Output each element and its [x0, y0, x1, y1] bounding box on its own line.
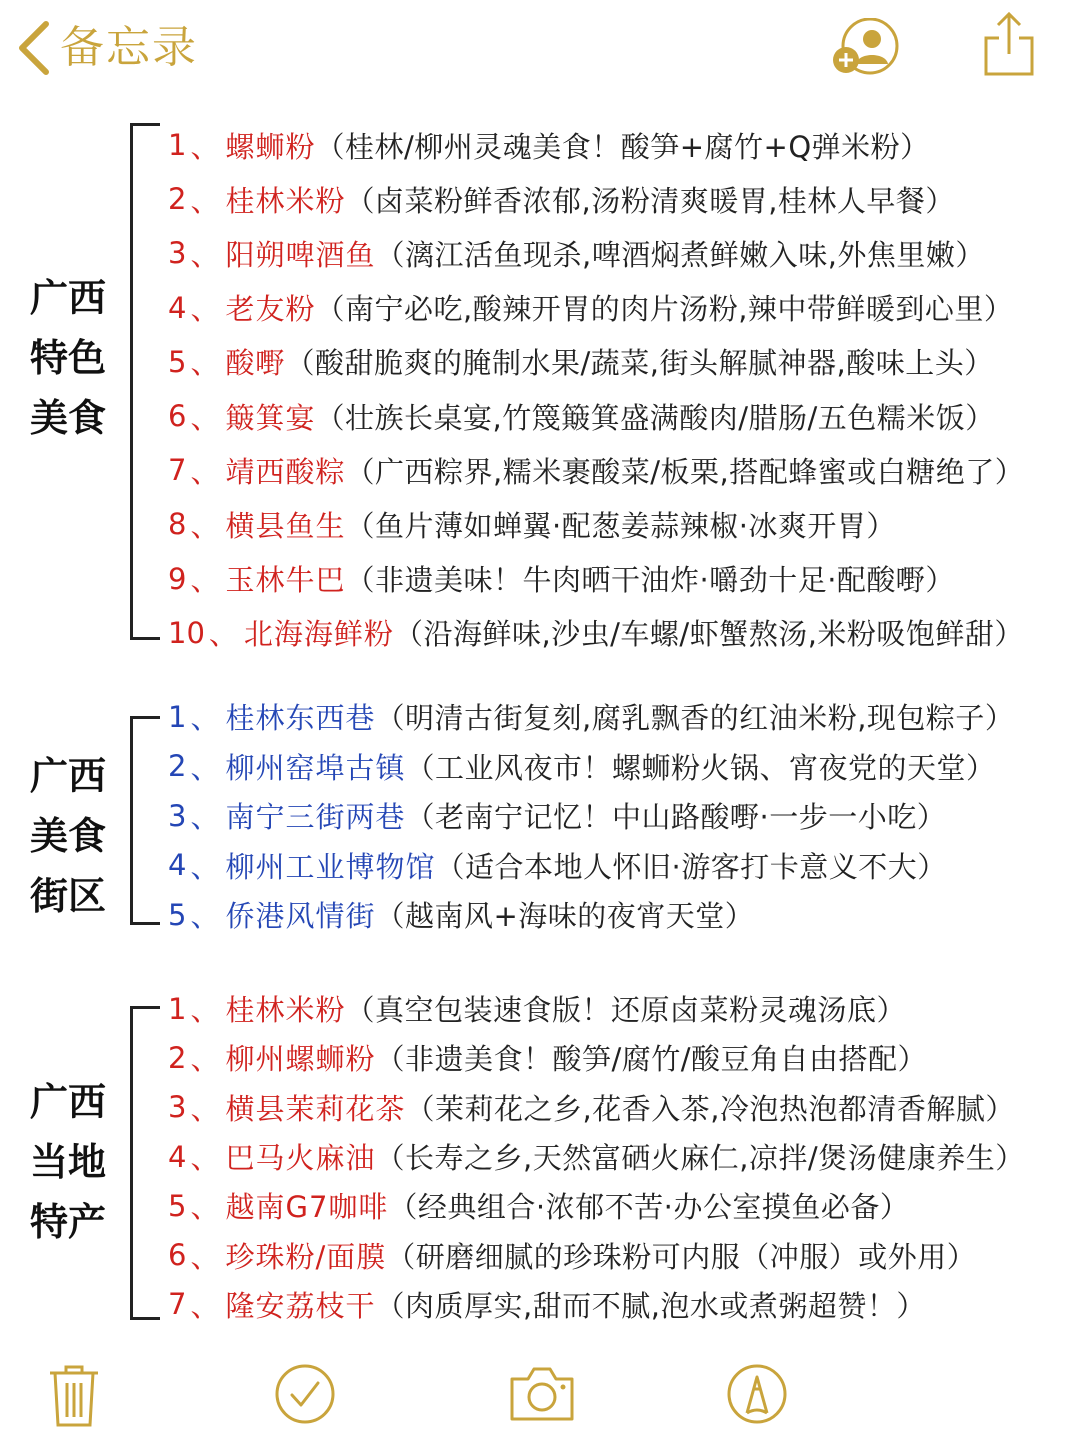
item-description: （广西粽界,糯米裹酸菜/板栗,搭配蜂蜜或白糖绝了） [345, 454, 1025, 489]
item-number: 3 [168, 236, 187, 271]
item-name: 螺蛳粉 [225, 129, 316, 164]
item-list [168, 984, 1073, 1329]
item-separator: 、 [190, 237, 220, 272]
item-separator: 、 [190, 400, 220, 435]
item-name: 桂林米粉 [225, 993, 346, 1028]
item-name: 横县茉莉花茶 [225, 1091, 406, 1126]
item-description: （茉莉花之乡,花香入茶,冷泡热泡都清香解腻） [405, 1091, 1015, 1126]
item-list [168, 118, 1073, 660]
item-name: 柳州窑埠古镇 [225, 750, 406, 785]
item-separator: 、 [190, 183, 220, 218]
bracket-divider [130, 716, 160, 925]
item-number: 2 [168, 1040, 187, 1075]
category-label [20, 1072, 116, 1252]
item-name: 老友粉 [225, 292, 316, 327]
item-number: 3 [168, 1090, 187, 1125]
item-description: （鱼片薄如蝉翼·配葱姜蒜辣椒·冰爽开胃） [345, 508, 896, 543]
item-separator: 、 [190, 129, 220, 164]
bracket-divider [130, 1006, 160, 1320]
category-line: 当地 [29, 1140, 106, 1184]
item-description: （真空包装速食版！还原卤菜粉灵魂汤底） [345, 993, 906, 1028]
item-separator: 、 [190, 701, 220, 736]
item-separator: 、 [190, 563, 220, 598]
item-description: （明清古街复刻,腐乳飘香的红油米粉,现包粽子） [375, 701, 1015, 736]
add-person-icon [830, 18, 904, 78]
item-number: 2 [168, 182, 187, 217]
item-description: （南宁必吃,酸辣开胃的肉片汤粉,辣中带鲜暖到心里） [315, 292, 1014, 327]
item-name: 桂林东西巷 [225, 701, 376, 736]
list-item [168, 1181, 1073, 1230]
item-number: 4 [168, 1139, 187, 1174]
category-line: 广西 [29, 754, 106, 798]
camera-icon [508, 1363, 576, 1425]
list-item [168, 606, 1073, 660]
category-line: 美食 [29, 814, 106, 858]
item-number: 3 [168, 798, 187, 833]
list-item [168, 692, 1073, 742]
item-number: 4 [168, 290, 187, 325]
category-line: 美食 [29, 396, 106, 440]
chevron-left-icon [16, 20, 50, 76]
item-name: 阳朔啤酒鱼 [225, 237, 376, 272]
item-description: （非遗美味！牛肉晒干油炸·嚼劲十足·配酸嘢） [345, 563, 955, 598]
category-label [20, 746, 116, 926]
item-description: （酸甜脆爽的腌制水果/蔬菜,街头解腻神器,酸味上头） [285, 346, 994, 381]
list-item [168, 1132, 1073, 1181]
list-item [168, 841, 1073, 891]
item-name: 桂林米粉 [225, 183, 346, 218]
item-name: 簸箕宴 [225, 400, 316, 435]
item-name: 南宁三街两巷 [225, 800, 406, 835]
item-number: 7 [168, 453, 187, 488]
list-item [168, 1033, 1073, 1082]
item-description: （沿海鲜味,沙虫/车螺/虾蟹熬汤,米粉吸饱鲜甜） [393, 617, 1024, 652]
item-number: 8 [168, 507, 187, 542]
item-number: 6 [168, 399, 187, 434]
item-description: （适合本地人怀旧·游客打卡意义不大） [435, 849, 947, 884]
list-item [168, 791, 1073, 841]
list-item [168, 497, 1073, 551]
back-button[interactable] [16, 18, 198, 78]
item-separator: 、 [190, 454, 220, 489]
item-number: 10 [168, 615, 205, 650]
item-name: 巴马火麻油 [225, 1141, 376, 1176]
bottom-toolbar [0, 1355, 1080, 1440]
item-name: 横县鱼生 [225, 508, 346, 543]
item-number: 5 [168, 897, 187, 932]
item-separator: 、 [190, 1190, 220, 1225]
item-description: （长寿之乡,天然富硒火麻仁,凉拌/煲汤健康养生） [375, 1141, 1025, 1176]
category-label [20, 268, 116, 448]
checklist-button[interactable] [274, 1363, 336, 1425]
item-name: 柳州工业博物馆 [225, 849, 436, 884]
item-separator: 、 [190, 346, 220, 381]
item-separator: 、 [190, 508, 220, 543]
category-line: 广西 [29, 276, 106, 320]
item-number: 9 [168, 561, 187, 596]
item-separator: 、 [190, 899, 220, 934]
list-item [168, 890, 1073, 940]
list-item [168, 335, 1073, 389]
list-item [168, 443, 1073, 497]
item-description: （卤菜粉鲜香浓郁,汤粉清爽暖胃,桂林人早餐） [345, 183, 955, 218]
share-upload-icon [982, 10, 1036, 78]
list-item [168, 281, 1073, 335]
item-description: （研磨细腻的珍珠粉可内服（冲服）或外用） [386, 1239, 977, 1274]
item-number: 2 [168, 749, 187, 784]
trash-icon [48, 1363, 100, 1429]
category-line: 特产 [29, 1200, 106, 1244]
item-number: 5 [168, 1188, 187, 1223]
category-line: 特色 [29, 336, 106, 380]
item-description: （桂林/柳州灵魂美食！酸笋+腐竹+Q弹米粉） [315, 129, 930, 164]
item-description: （老南宁记忆！中山路酸嘢·一步一小吃） [405, 800, 947, 835]
item-number: 4 [168, 848, 187, 883]
item-list [168, 692, 1073, 940]
item-separator: 、 [190, 849, 220, 884]
list-item [168, 742, 1073, 792]
item-name: 靖西酸粽 [225, 454, 346, 489]
list-item [168, 984, 1073, 1033]
category-line: 街区 [29, 874, 106, 918]
item-number: 1 [168, 991, 187, 1026]
list-item [168, 552, 1073, 606]
item-separator: 、 [190, 1141, 220, 1176]
item-separator: 、 [190, 800, 220, 835]
camera-button[interactable] [508, 1363, 576, 1425]
item-description: （经典组合·浓郁不苦·办公室摸鱼必备） [388, 1190, 910, 1225]
list-item [168, 389, 1073, 443]
category-line: 广西 [29, 1080, 106, 1124]
back-label: 备忘录 [60, 22, 198, 73]
item-number: 5 [168, 344, 187, 379]
item-name: 玉林牛巴 [225, 563, 346, 598]
checklist-icon [274, 1363, 336, 1425]
list-item [168, 118, 1073, 172]
item-name: 隆安荔枝干 [225, 1288, 376, 1323]
item-name: 酸嘢 [225, 346, 286, 381]
item-name: 珍珠粉/面膜 [225, 1239, 387, 1274]
item-number: 1 [168, 699, 187, 734]
item-description: （肉质厚实,甜而不腻,泡水或煮粥超赞！） [375, 1288, 926, 1323]
delete-button[interactable] [48, 1363, 100, 1429]
item-separator: 、 [190, 993, 220, 1028]
markup-pen-icon [726, 1363, 788, 1425]
item-separator: 、 [190, 292, 220, 327]
item-name: 柳州螺蛳粉 [225, 1042, 376, 1077]
markup-button[interactable] [726, 1363, 788, 1425]
item-separator: 、 [190, 1288, 220, 1323]
list-item [168, 1280, 1073, 1329]
item-separator: 、 [190, 1091, 220, 1126]
item-description: （工业风夜市！螺蛳粉火锅、宵夜党的天堂） [405, 750, 996, 785]
navigation-bar [0, 0, 1080, 95]
list-item [168, 1230, 1073, 1279]
item-description: （非遗美食！酸笋/腐竹/酸豆角自由搭配） [375, 1042, 928, 1077]
item-description: （越南风+海味的夜宵天堂） [375, 899, 755, 934]
list-item [168, 1083, 1073, 1132]
item-name: 侨港风情街 [225, 899, 376, 934]
item-name: 北海海鲜粉 [243, 617, 394, 652]
item-separator: 、 [190, 1042, 220, 1077]
list-item [168, 226, 1073, 280]
item-separator: 、 [190, 750, 220, 785]
item-description: （漓江活鱼现杀,啤酒焖煮鲜嫩入味,外焦里嫩） [375, 237, 985, 272]
item-number: 1 [168, 128, 187, 163]
add-person-button[interactable] [830, 18, 904, 78]
item-name: 越南G7咖啡 [225, 1190, 389, 1225]
list-item [168, 172, 1073, 226]
item-separator: 、 [208, 617, 238, 652]
item-separator: 、 [190, 1239, 220, 1274]
item-number: 6 [168, 1238, 187, 1273]
bracket-divider [130, 123, 160, 640]
item-number: 7 [168, 1287, 187, 1322]
item-description: （壮族长桌宴,竹篾簸箕盛满酸肉/腊肠/五色糯米饭） [315, 400, 995, 435]
share-button[interactable] [982, 10, 1036, 78]
